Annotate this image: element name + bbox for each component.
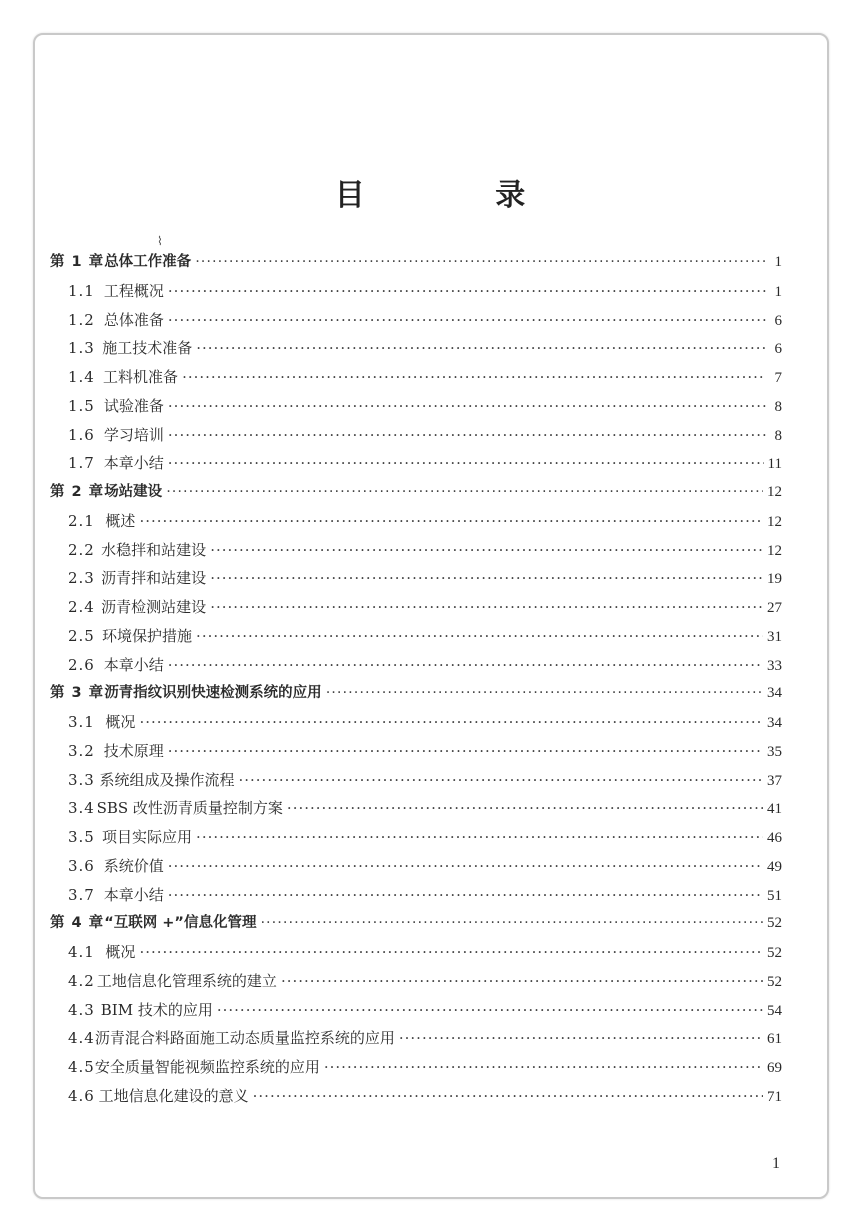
entry-page: 12 — [767, 513, 782, 530]
toc-section-entry[interactable] — [50, 1082, 782, 1111]
entry-number: 4.5 — [68, 1058, 95, 1076]
entry-page: 41 — [767, 801, 782, 818]
entry-title: 本章小结 — [103, 454, 164, 473]
leader-dots — [287, 794, 763, 823]
leader-dots — [168, 392, 766, 421]
entry-page: 1 — [774, 283, 782, 300]
entry-number: 2.3 — [68, 569, 95, 588]
toc-section-entry[interactable] — [50, 1024, 782, 1053]
leader-dots — [139, 708, 763, 737]
toc-section-entry[interactable] — [50, 593, 782, 622]
leader-dots — [324, 1053, 763, 1082]
entry-number: 2.4 — [68, 598, 95, 616]
leader-dots — [139, 507, 763, 536]
entry-title: BIM 技术的应用 — [100, 1000, 213, 1019]
entry-title: 施工技术准备 — [102, 339, 193, 358]
entry-title: 场站建设 — [104, 484, 163, 500]
entry-title: 项目实际应用 — [102, 828, 193, 846]
leader-dots — [210, 536, 763, 565]
toc-section-entry[interactable] — [50, 306, 782, 335]
scan-mark: ⌇ — [157, 234, 163, 248]
entry-number: 1.2 — [68, 310, 95, 329]
entry-page: 8 — [774, 427, 782, 444]
entry-number: 3.7 — [68, 885, 95, 904]
entry-title: 安全质量智能视频监控系统的应用 — [94, 1058, 320, 1076]
entry-page: 7 — [774, 370, 782, 386]
entry-page: 34 — [767, 685, 782, 702]
entry-title: 工地信息化建设的意义 — [98, 1086, 249, 1105]
entry-page: 61 — [767, 1031, 782, 1048]
entry-title: 沥青拌和站建设 — [101, 569, 207, 588]
page-title: 目 录 — [334, 178, 586, 213]
entry-page: 49 — [767, 858, 782, 875]
entry-page: 12 — [767, 542, 782, 559]
toc-section-entry[interactable] — [50, 996, 782, 1025]
entry-number: 2.1 — [68, 511, 95, 530]
toc-section-entry[interactable] — [50, 881, 782, 910]
leader-dots — [168, 651, 763, 680]
entry-page: 52 — [767, 945, 782, 961]
toc-section-entry[interactable] — [50, 277, 782, 306]
leader-dots — [139, 938, 763, 967]
entry-number: 3.3 — [68, 770, 95, 789]
entry-title: 工料机准备 — [103, 368, 179, 386]
entry-title: 总体准备 — [103, 310, 164, 329]
toc-section-entry[interactable] — [50, 507, 782, 536]
toc-section-entry[interactable] — [50, 938, 782, 967]
entry-page: 6 — [774, 312, 782, 329]
entry-number: 2.5 — [68, 626, 95, 645]
toc-chapter-entry[interactable] — [50, 248, 782, 277]
leader-dots — [166, 478, 763, 507]
entry-title: 工地信息化管理系统的建立 — [96, 971, 277, 990]
entry-title: 技术原理 — [103, 741, 164, 760]
entry-number: 4.1 — [68, 943, 95, 961]
entry-number: 3.4 — [68, 799, 95, 818]
entry-title: 工程概况 — [103, 281, 164, 300]
entry-number: 1.4 — [68, 368, 95, 386]
entry-page: 52 — [767, 973, 782, 990]
entry-number: 4.6 — [68, 1086, 95, 1105]
toc-section-entry[interactable] — [50, 823, 782, 852]
entry-page: 54 — [767, 1002, 782, 1019]
leader-dots — [168, 277, 766, 306]
entry-number: 3.6 — [68, 856, 95, 875]
entry-title: 概述 — [105, 511, 136, 530]
toc-section-entry[interactable] — [50, 421, 782, 450]
entry-title: 系统价值 — [103, 856, 164, 875]
leader-dots — [168, 881, 763, 910]
entry-title: 沥青混合料路面施工动态质量监控系统的应用 — [94, 1029, 395, 1048]
leader-dots — [196, 334, 766, 363]
entry-title: 本章小结 — [103, 885, 164, 904]
toc-section-entry[interactable] — [50, 1053, 782, 1082]
entry-number: 1.7 — [68, 454, 95, 473]
entry-page: 1 — [774, 254, 782, 270]
entry-page: 19 — [767, 571, 782, 588]
entry-title: 沥青指纹识别快速检测系统的应用 — [104, 685, 322, 702]
toc-chapter-entry[interactable] — [50, 679, 782, 708]
toc-section-entry[interactable] — [50, 564, 782, 593]
toc-section-entry[interactable] — [50, 651, 782, 680]
entry-title: SBS 改性沥青质量控制方案 — [96, 799, 283, 818]
toc-section-entry[interactable] — [50, 392, 782, 421]
toc-section-entry[interactable] — [50, 794, 782, 823]
entry-number: 4.4 — [68, 1029, 95, 1048]
toc-chapter-entry[interactable] — [50, 478, 782, 507]
entry-number: 4.3 — [68, 1000, 95, 1019]
entry-page: 52 — [767, 915, 782, 932]
entry-page: 51 — [767, 887, 782, 904]
entry-title: 概况 — [105, 713, 136, 731]
entry-title: 本章小结 — [103, 655, 164, 674]
entry-title: 学习培训 — [103, 425, 164, 444]
entry-title: 总体工作准备 — [104, 254, 192, 270]
leader-dots — [168, 449, 764, 478]
leader-dots — [210, 564, 763, 593]
entry-page: 33 — [767, 657, 782, 674]
page-number: 1 — [772, 1155, 780, 1172]
toc-section-entry[interactable] — [50, 852, 782, 881]
entry-number: 第 4 章 — [50, 915, 105, 932]
entry-number: 第 1 章 — [50, 254, 105, 270]
entry-title: 系统组成及操作流程 — [99, 770, 235, 789]
entry-number: 3.5 — [68, 828, 95, 846]
entry-page: 6 — [774, 341, 782, 358]
leader-dots — [168, 306, 766, 335]
entry-number: 1.6 — [68, 425, 95, 444]
leader-dots — [168, 737, 763, 766]
toc-section-entry[interactable] — [50, 363, 782, 392]
entry-number: 2.6 — [68, 655, 95, 674]
toc-section-entry[interactable] — [50, 766, 782, 795]
entry-number: 1.1 — [68, 281, 95, 300]
table-of-contents — [50, 248, 782, 1111]
toc-section-entry[interactable] — [50, 622, 782, 651]
leader-dots — [210, 593, 763, 622]
leader-dots — [326, 679, 763, 708]
leader-dots — [182, 363, 766, 392]
toc-section-entry[interactable] — [50, 967, 782, 996]
leader-dots — [281, 967, 763, 996]
leader-dots — [260, 909, 763, 938]
entry-number: 第 3 章 — [50, 685, 105, 702]
entry-number: 4.2 — [68, 971, 95, 990]
entry-page: 27 — [767, 600, 782, 616]
entry-number: 2.2 — [68, 540, 95, 559]
entry-number: 1.3 — [68, 339, 95, 358]
leader-dots — [399, 1024, 763, 1053]
entry-page: 12 — [767, 484, 782, 500]
toc-section-entry[interactable] — [50, 536, 782, 565]
toc-chapter-entry[interactable] — [50, 909, 782, 938]
entry-title: 概况 — [105, 943, 136, 961]
entry-page: 34 — [767, 715, 782, 731]
toc-section-entry[interactable] — [50, 708, 782, 737]
entry-page: 31 — [767, 628, 782, 645]
leader-dots — [238, 766, 763, 795]
entry-number: 3.1 — [68, 713, 95, 731]
toc-section-entry[interactable] — [50, 449, 782, 478]
toc-section-entry[interactable] — [50, 737, 782, 766]
entry-title: 试验准备 — [103, 396, 164, 415]
leader-dots — [168, 421, 766, 450]
leader-dots — [196, 823, 763, 852]
entry-title: 环境保护措施 — [102, 626, 193, 645]
leader-dots — [217, 996, 763, 1025]
leader-dots — [196, 622, 763, 651]
entry-page: 69 — [767, 1060, 782, 1076]
entry-page: 46 — [767, 830, 782, 846]
entry-title: “互联网 +”信息化管理 — [104, 915, 257, 932]
entry-page: 35 — [767, 743, 782, 760]
entry-page: 8 — [774, 398, 782, 415]
entry-title: 沥青检测站建设 — [101, 598, 207, 616]
entry-number: 第 2 章 — [50, 484, 105, 500]
leader-dots — [253, 1082, 763, 1111]
toc-section-entry[interactable] — [50, 334, 782, 363]
entry-page: 37 — [767, 772, 782, 789]
entry-page: 71 — [767, 1088, 782, 1105]
entry-number: 3.2 — [68, 741, 95, 760]
entry-title: 水稳拌和站建设 — [101, 540, 207, 559]
entry-number: 1.5 — [68, 396, 95, 415]
leader-dots — [168, 852, 763, 881]
entry-page: 11 — [767, 456, 782, 473]
leader-dots — [195, 248, 766, 277]
